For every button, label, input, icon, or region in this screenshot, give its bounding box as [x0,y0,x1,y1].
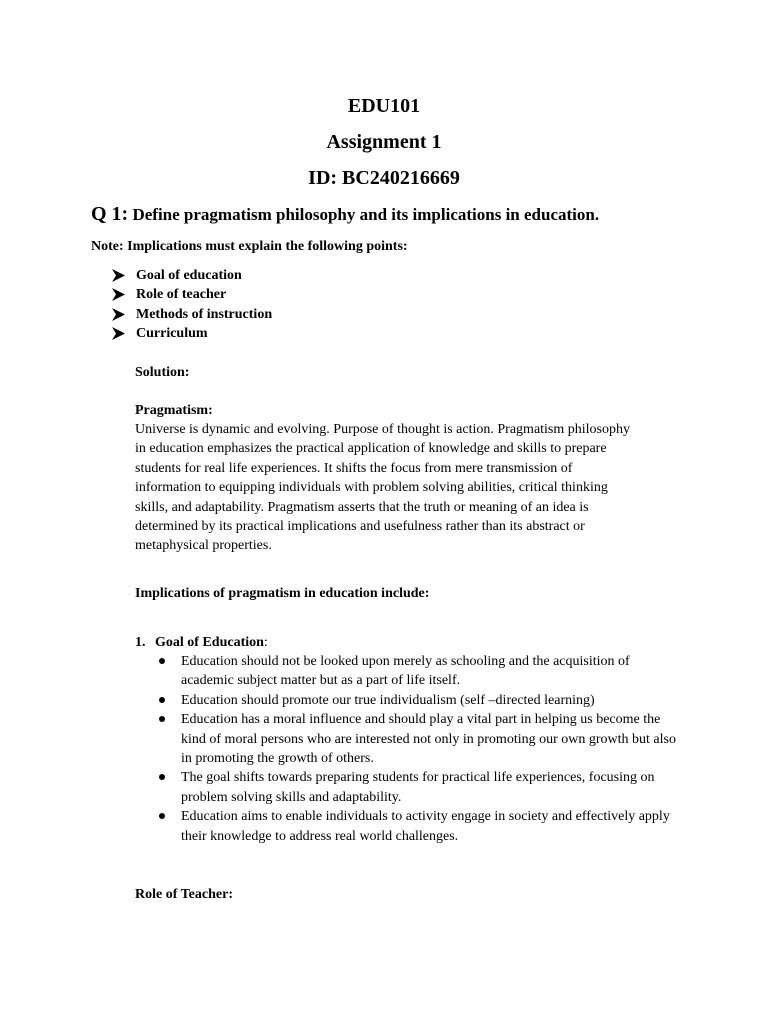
list-item: Curriculum [112,324,272,343]
bullet-dot-icon [159,716,165,722]
arrow-bullet-icon [112,269,125,282]
list-item: Goal of education [112,266,272,285]
list-item: Role of teacher [112,285,272,304]
assignment-title: Assignment 1 [326,131,442,153]
points-list [112,266,272,344]
list-item: Education should promote our true individualism (self –directed learning) [157,691,677,710]
arrow-bullet-icon [112,327,125,340]
question-text: Define pragmatism philosophy and its implications in education. [132,205,600,224]
section-colon: : [263,635,268,650]
list-item: Education has a moral influence and should play a vital part in helping us become the kind of moral persons who are interested not only in promoting our own growth but also in promoting the growth of others. [157,710,677,768]
note-line: Note: Implications must explain the following points: [91,239,408,254]
bullet-dot-icon [159,774,165,780]
pragmatism-paragraph: Universe is dynamic and evolving. Purpose of thought is action. Pragmatism philosophy in education emphasizes the practical application of knowledge and skills to prepare students for real life experiences. It shifts the focus from mere transmission of information to equipping individuals with problem solving abilities, critical thinking skills, and adaptability. Pragmatism asserts that the truth or meaning of an idea is determined by its practical implications and usefulness rather than its abstract or metaphysical properties. [135,422,630,554]
section-number: 1. [135,635,146,650]
list-item: The goal shifts towards preparing students for practical life experiences, focusing on problem solving skills and adaptability. [157,768,677,807]
solution-label: Solution: [135,365,190,380]
arrow-bullet-icon [112,288,125,301]
list-item: Education should not be looked upon merely as schooling and the acquisition of academic subject matter but as a part of life itself. [157,652,677,691]
bullet-dot-icon [159,813,165,819]
bullet-dot-icon [159,697,165,703]
goal-section-heading [135,633,268,652]
course-code: EDU101 [347,95,421,117]
list-item: Methods of instruction [112,305,272,324]
role-of-teacher-heading: Role of Teacher: [135,887,233,902]
pragmatism-heading: Pragmatism: [135,403,213,418]
bullet-dot-icon [159,658,165,664]
implications-heading: Implications of pragmatism in education include: [135,586,430,601]
arrow-bullet-icon [112,308,125,321]
question-heading [91,203,599,226]
goal-bullets [157,652,677,846]
question-number: Q 1: [91,203,129,225]
list-item: Education aims to enable individuals to activity engage in society and effectively apply their knowledge to address real world challenges. [157,807,677,846]
section-title: Goal of Education [155,635,264,650]
student-id: ID: BC240216669 [308,167,460,189]
